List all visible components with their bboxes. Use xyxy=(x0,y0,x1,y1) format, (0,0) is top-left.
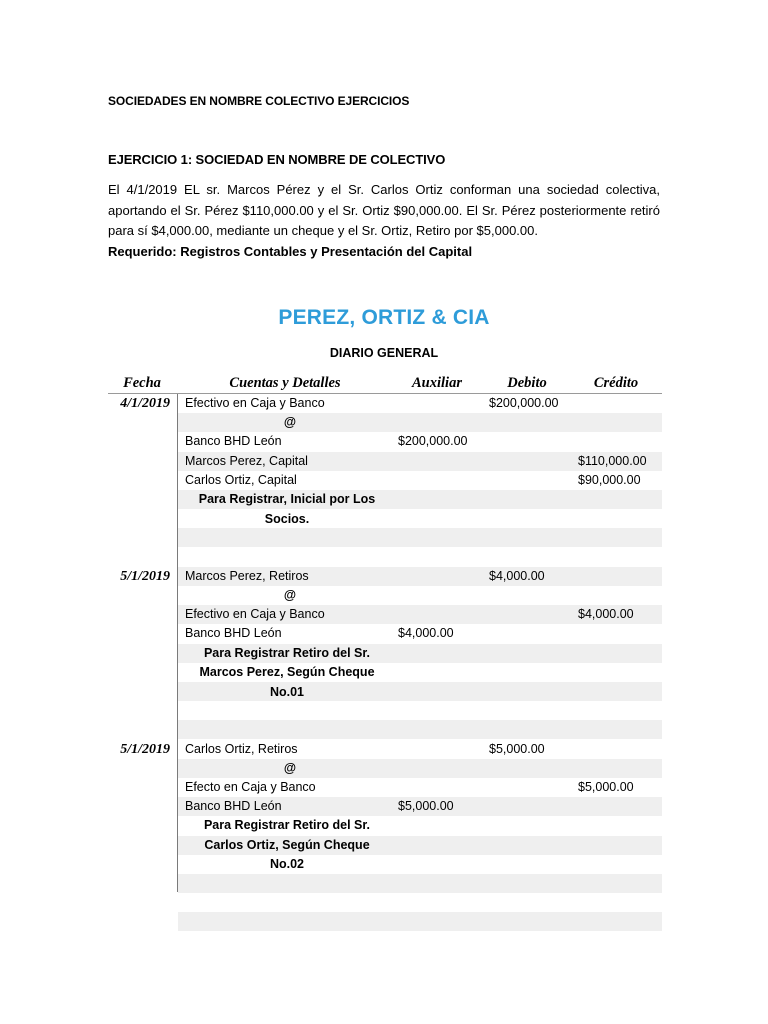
table-row xyxy=(108,874,662,893)
row-background xyxy=(178,548,662,567)
table-row xyxy=(108,471,662,490)
credit-amount: $4,000.00 xyxy=(578,607,634,622)
table-row xyxy=(108,701,662,720)
header-cuentas: Cuentas y Detalles xyxy=(229,375,341,391)
description-line: Marcos Perez, Según Cheque xyxy=(199,665,375,680)
account-name: @ xyxy=(283,588,297,602)
table-row xyxy=(108,452,662,471)
account-name: Banco BHD León xyxy=(185,626,282,641)
account-name: Carlos Ortiz, Capital xyxy=(185,472,297,487)
section-title: SOCIEDADES EN NOMBRE COLECTIVO EJERCICIOS xyxy=(108,94,410,108)
account-name: Marcos Perez, Capital xyxy=(185,453,308,468)
table-row xyxy=(108,586,662,605)
account-name: Marcos Perez, Retiros xyxy=(185,568,309,583)
account-name: Carlos Ortiz, Retiros xyxy=(185,741,298,756)
table-row xyxy=(108,528,662,547)
exercise-title: EJERCICIO 1: SOCIEDAD EN NOMBRE DE COLECTIVO xyxy=(108,152,446,167)
description-line: Para Registrar Retiro del Sr. xyxy=(203,645,371,660)
table-row xyxy=(108,740,662,759)
account-name: Banco BHD León xyxy=(185,434,282,449)
row-background xyxy=(178,528,662,547)
table-row xyxy=(108,413,662,432)
header-fecha: Fecha xyxy=(123,375,161,391)
row-background xyxy=(178,720,662,739)
account-name: Efectivo en Caja y Banco xyxy=(185,396,325,410)
header-debito: Debito xyxy=(507,375,547,391)
debit-amount: $5,000.00 xyxy=(489,741,545,756)
description-line: Para Registrar Retiro del Sr. xyxy=(203,818,371,833)
table-row xyxy=(108,893,662,912)
credit-amount: $110,000.00 xyxy=(578,453,647,468)
credit-amount: $90,000.00 xyxy=(578,472,641,487)
table-row xyxy=(108,605,662,624)
exercise-paragraph xyxy=(108,180,660,262)
table-row xyxy=(108,797,662,816)
debit-amount: $200,000.00 xyxy=(489,396,559,410)
account-name: Banco BHD León xyxy=(185,799,282,814)
entry-description xyxy=(185,490,389,529)
entry-description xyxy=(185,816,389,875)
description-line: Socios. xyxy=(264,511,310,526)
description-line: Para Registrar, Inicial por Los xyxy=(198,492,376,506)
header-credito: Crédito xyxy=(593,375,639,391)
row-background xyxy=(178,893,662,912)
description-line: Carlos Ortiz, Según Cheque xyxy=(204,837,370,852)
description-line: No.02 xyxy=(269,857,305,872)
account-name: Efectivo en Caja y Banco xyxy=(185,607,325,622)
account-name: Efecto en Caja y Banco xyxy=(185,780,316,794)
table-row xyxy=(108,759,662,778)
entry-date: 4/1/2019 xyxy=(120,396,170,411)
account-name: @ xyxy=(283,415,297,430)
journal-title: DIARIO GENERAL xyxy=(329,346,439,360)
auxiliar-amount: $200,000.00 xyxy=(398,434,468,449)
row-background xyxy=(178,912,662,931)
table-row xyxy=(108,932,662,951)
exercise-text: El 4/1/2019 EL sr. Marcos Pérez y el Sr. Carlos Ortiz conforman una sociedad colectiva, aportando el Sr. Pérez $110,000.00 y el Sr. Ortiz $90,000.00. El Sr. Pérez posteriormente retiró para sí $4,000.00, mediante un cheque y el Sr. Ortiz, Retiro por $5,000.00. xyxy=(108,182,660,238)
auxiliar-amount: $5,000.00 xyxy=(398,799,454,814)
row-background xyxy=(178,701,662,720)
table-row xyxy=(108,720,662,739)
account-name: @ xyxy=(283,760,297,775)
requirement-text: Requerido: Registros Contables y Presentación del Capital xyxy=(108,243,473,259)
table-row xyxy=(108,778,662,797)
credit-amount: $5,000.00 xyxy=(578,780,634,794)
debit-amount: $4,000.00 xyxy=(489,568,545,583)
table-row xyxy=(108,624,662,643)
row-background xyxy=(178,932,662,951)
table-row xyxy=(108,548,662,567)
auxiliar-amount: $4,000.00 xyxy=(398,626,454,641)
table-row xyxy=(108,432,662,451)
entry-description xyxy=(185,644,389,703)
table-row xyxy=(108,912,662,931)
entry-date: 5/1/2019 xyxy=(120,741,170,757)
row-background xyxy=(178,874,662,893)
table-row xyxy=(108,567,662,586)
entry-date: 5/1/2019 xyxy=(120,568,170,584)
company-name: PEREZ, ORTIZ & CIA xyxy=(278,306,490,329)
header-auxiliar: Auxiliar xyxy=(412,375,462,391)
description-line: No.01 xyxy=(269,684,305,699)
table-row xyxy=(108,394,662,413)
